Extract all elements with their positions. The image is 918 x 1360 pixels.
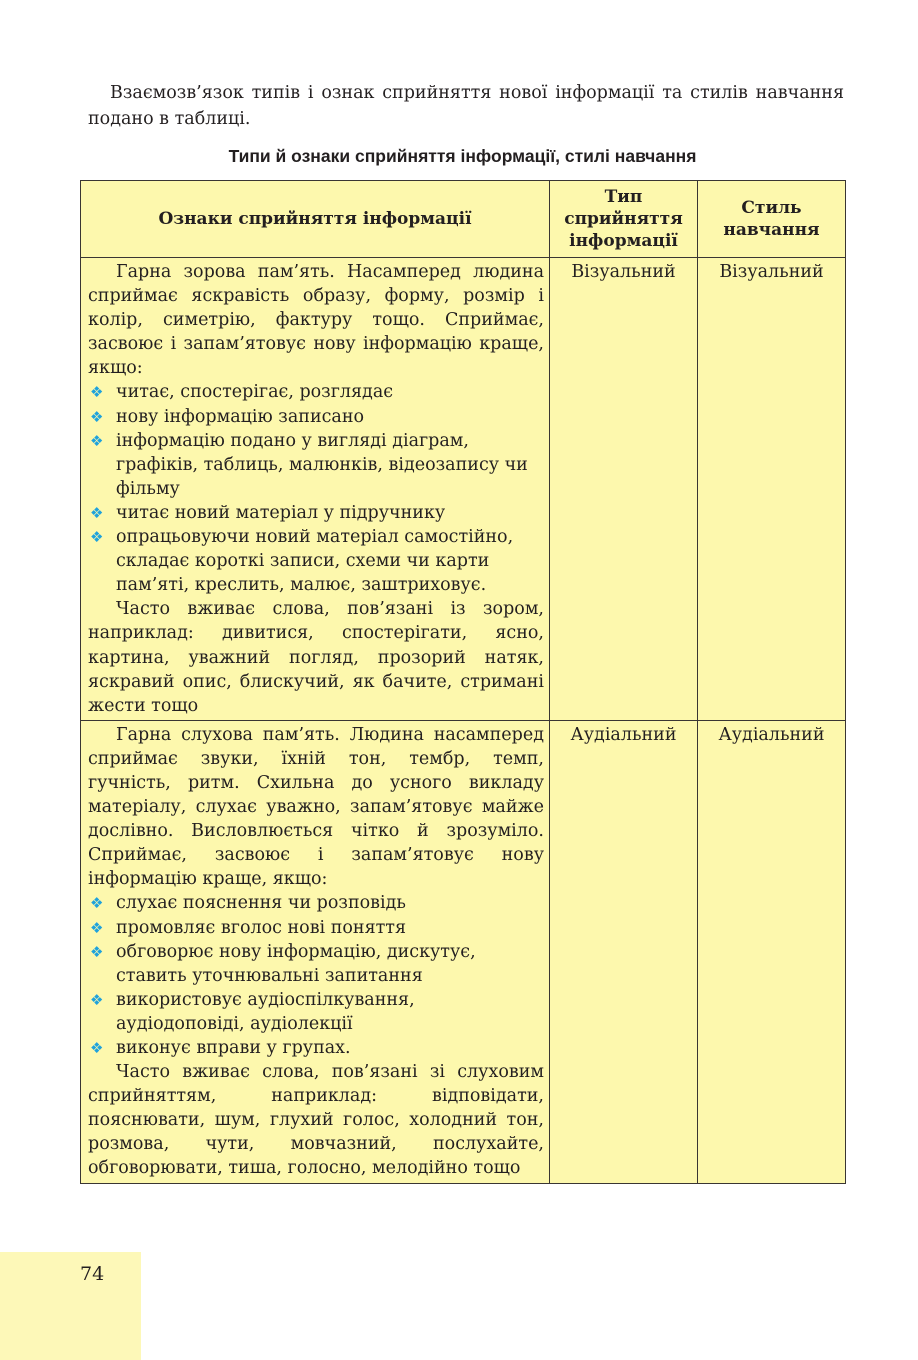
visual-outro-text: Часто вживає слова, пов’язані із зором, наприклад: дивитися, спостерігати, ясно, картина, уважний погляд, прозорий натяк, яскравий опис, блискучий, як бачите, стримані жести тощо	[88, 599, 544, 716]
auditory-learning-style: Аудіальний	[698, 720, 846, 1183]
perception-table	[80, 180, 846, 1184]
list-item: ❖ обговорює нову інформацію, дискутує, ставить уточнювальні запитання	[90, 941, 476, 986]
auditory-outro-text: Часто вживає слова, пов’язані зі слуховим сприйняттям, наприклад: відповідати, пояснювати, шум, глухий голос, холодний тон, розмова, чути, мовчазний, послухайте, обговорювати, тиша, голосно, мелодійно тощо	[88, 1062, 544, 1179]
visual-intro-text: Гарна зорова пам’ять. Насамперед людина сприймає яскравість образу, форму, розмір і колір, симетрію, фактуру тощо. Сприймає, засвоює і запам’ятовує нову інформацію краще, якщо:	[88, 262, 544, 379]
table-caption: Типи й ознаки сприйняття інформації, стилі навчання	[228, 146, 697, 166]
visual-description-cell	[81, 258, 550, 721]
table-row-visual	[81, 258, 846, 721]
diamond-cluster-icon: ❖	[90, 942, 104, 961]
list-item: ❖ читає новий матеріал у підручнику	[88, 501, 544, 525]
header-learning-style: Стиль навчання	[698, 181, 846, 258]
list-item: ❖ опрацьовуючи новий матеріал самостійно, складає короткі записи, схеми чи карти пам’яті, креслить, малює, заштриховує.	[90, 527, 514, 596]
table-row-auditory	[81, 720, 846, 1183]
intro-paragraph: Взаємозв’язок типів і ознак сприйняття нової інформації та стилів навчання подано в таблиці.	[88, 83, 844, 129]
list-item: ❖ нову інформацію записано	[88, 405, 544, 429]
list-item: ❖ слухає пояснення чи розповідь	[88, 891, 544, 915]
auditory-description-cell	[81, 720, 550, 1183]
page-corner-tab	[0, 1252, 141, 1360]
diamond-cluster-icon: ❖	[90, 528, 104, 547]
visual-perception-type: Візуальний	[550, 258, 698, 721]
diamond-cluster-icon: ❖	[90, 407, 104, 426]
list-item: ❖ інформацію подано у вигляді діаграм, графіків, таблиць, малюнків, відеозапису чи фільму	[90, 430, 528, 499]
list-item: ❖ виконує вправи у групах.	[88, 1036, 544, 1060]
list-item: ❖ використовує аудіоспілкування, аудіодоповіді, аудіолекції	[90, 989, 415, 1034]
table-header-row	[81, 181, 846, 258]
list-item: ❖ промовляє вголос нові поняття	[88, 916, 544, 940]
header-perception-type: Тип сприйняття інформації	[550, 181, 698, 258]
auditory-perception-type: Аудіальний	[550, 720, 698, 1183]
diamond-cluster-icon: ❖	[90, 503, 104, 522]
list-item: ❖ читає, спостерігає, розглядає	[88, 380, 544, 404]
header-features: Ознаки сприйняття інформації	[81, 181, 550, 258]
diamond-cluster-icon: ❖	[90, 431, 104, 450]
visual-learning-style: Візуальний	[698, 258, 846, 721]
visual-bullet-list	[88, 380, 544, 597]
auditory-intro-text: Гарна слухова пам’ять. Людина насамперед сприймає звуки, їхній тон, тембр, темп, гучність, ритм. Схильна до усного викладу матеріалу, слухає уважно, запам’ятовує майже дослівно. Висловлюється чітко й зрозуміло. Сприймає, засвоює і запам’ятовує нову інформацію краще, якщо:	[88, 724, 544, 890]
diamond-cluster-icon: ❖	[90, 383, 104, 402]
diamond-cluster-icon: ❖	[90, 990, 104, 1009]
diamond-cluster-icon: ❖	[90, 918, 104, 937]
diamond-cluster-icon: ❖	[90, 894, 104, 913]
diamond-cluster-icon: ❖	[90, 1039, 104, 1057]
page-number: 74	[80, 1263, 105, 1285]
auditory-bullet-list	[88, 891, 544, 1060]
